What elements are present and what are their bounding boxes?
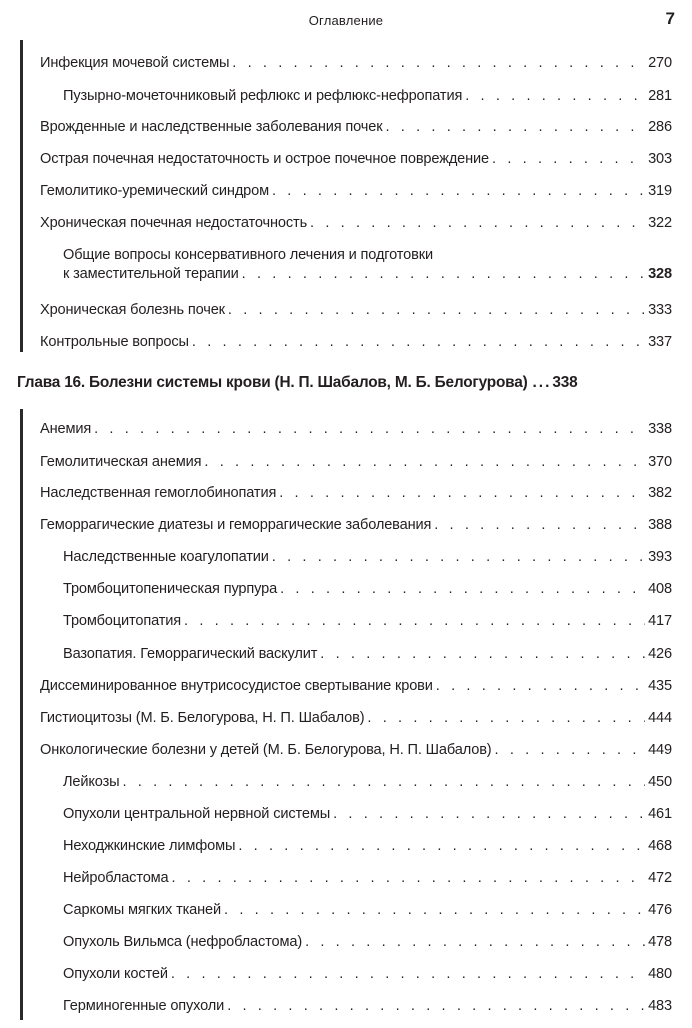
toc-entry[interactable] xyxy=(40,741,672,760)
toc-subentry[interactable] xyxy=(63,548,672,567)
toc-entry-page: 333 xyxy=(648,302,672,318)
toc-subentry[interactable] xyxy=(63,645,672,664)
dot-leader xyxy=(320,645,645,664)
toc-entry-page: 328 xyxy=(648,266,672,282)
toc-entry-page: 337 xyxy=(648,334,672,350)
toc-entry-title: Контрольные вопросы xyxy=(40,334,189,350)
dot-leader xyxy=(333,805,645,824)
dot-leader xyxy=(242,265,645,284)
toc-entry-page: 476 xyxy=(648,902,672,918)
dot-leader xyxy=(434,516,645,535)
toc-entry-page: 449 xyxy=(648,742,672,758)
toc-entry-page: 393 xyxy=(648,549,672,565)
toc-entry-title: Опухоли центральной нервной системы xyxy=(63,806,331,822)
dot-leader xyxy=(367,709,645,728)
toc-entry-title: Наследственная гемоглобинопатия xyxy=(40,485,277,501)
toc-subentry[interactable] xyxy=(63,773,672,792)
toc-entry-title: Опухоли костей xyxy=(63,966,168,982)
page-header xyxy=(0,0,692,40)
toc-entry-page: 270 xyxy=(648,55,672,71)
toc-entry-title: Тромбоцитопатия xyxy=(63,613,182,629)
toc-entry-title: Вазопатия. Геморрагический васкулит xyxy=(63,646,318,662)
toc-entry-page: 444 xyxy=(648,710,672,726)
section-rule-blood xyxy=(20,409,23,1020)
dot-leader xyxy=(224,901,645,920)
dot-leader xyxy=(172,869,646,888)
toc-entry-title: Онкологические болезни у детей (М. Б. Белогурова, Н. П. Шабалов) xyxy=(40,742,492,758)
toc-entry-page: 281 xyxy=(648,88,672,104)
dot-leader xyxy=(492,150,645,169)
dot-leader xyxy=(232,54,645,73)
dot-leader xyxy=(192,333,645,352)
chapter-leader: ... xyxy=(532,374,552,391)
toc-entry-title: Гемолитико-уремический синдром xyxy=(40,183,269,199)
dot-leader xyxy=(184,612,645,631)
toc-entry-page: 435 xyxy=(648,678,672,694)
dot-leader xyxy=(228,301,645,320)
toc-entry-page: 322 xyxy=(648,215,672,231)
toc-entry[interactable] xyxy=(40,182,672,201)
dot-leader xyxy=(305,933,645,952)
toc-entry-title: Неходжкинские лимфомы xyxy=(63,838,236,854)
dot-leader xyxy=(272,182,645,201)
toc-subentry-multiline[interactable] xyxy=(63,246,672,284)
toc-entry[interactable] xyxy=(40,333,672,352)
toc-entry-title: Нейробластома xyxy=(63,870,169,886)
toc-entry[interactable] xyxy=(40,150,672,169)
toc-entry-title: Гемолитическая анемия xyxy=(40,454,202,470)
dot-leader xyxy=(310,214,645,233)
toc-entry-page: 417 xyxy=(648,613,672,629)
toc-entry[interactable] xyxy=(40,420,672,439)
toc-entry-title: Геморрагические диатезы и геморрагические заболевания xyxy=(40,517,432,533)
toc-subentry[interactable] xyxy=(63,965,672,984)
toc-entry-title: Врожденные и наследственные заболевания почек xyxy=(40,119,383,135)
toc-entry[interactable] xyxy=(40,214,672,233)
toc-entry[interactable] xyxy=(40,484,672,503)
dot-leader xyxy=(171,965,645,984)
dot-leader xyxy=(94,420,645,439)
toc-entry[interactable] xyxy=(40,709,672,728)
dot-leader xyxy=(238,837,645,856)
toc-entry-page: 388 xyxy=(648,517,672,533)
toc-entry[interactable] xyxy=(40,54,672,73)
toc-entry-title-line1: Общие вопросы консервативного лечения и подготовки xyxy=(63,247,433,263)
toc-entry-page: 319 xyxy=(648,183,672,199)
toc-entry-page: 468 xyxy=(648,838,672,854)
toc-entry-title: Герминогенные опухоли xyxy=(63,998,225,1014)
toc-entry-page: 483 xyxy=(648,998,672,1014)
toc-subentry[interactable] xyxy=(63,87,672,106)
toc-subentry[interactable] xyxy=(63,901,672,920)
toc-entry-page: 426 xyxy=(648,646,672,662)
dot-leader xyxy=(436,677,645,696)
toc-entry[interactable] xyxy=(40,301,672,320)
toc-subentry[interactable] xyxy=(63,580,672,599)
toc-entry-page: 370 xyxy=(648,454,672,470)
toc-entry-title: Острая почечная недостаточность и острое почечное повреждение xyxy=(40,151,490,167)
toc-subentry[interactable] xyxy=(63,869,672,888)
toc-entry-page: 286 xyxy=(648,119,672,135)
toc-entry-title: Саркомы мягких тканей xyxy=(63,902,222,918)
toc-entry-title: Тромбоцитопеническая пурпура xyxy=(63,581,278,597)
toc-entry[interactable] xyxy=(40,453,672,472)
toc-entry-title-line2: к заместительной терапии xyxy=(63,266,239,282)
toc-entry-page: 461 xyxy=(648,806,672,822)
dot-leader xyxy=(385,118,645,137)
toc-entry[interactable] xyxy=(40,118,672,137)
toc-entry-page: 303 xyxy=(648,151,672,167)
toc-entry-page: 338 xyxy=(648,421,672,437)
toc-entry-title: Хроническая почечная недостаточность xyxy=(40,215,308,231)
toc-entry-page: 382 xyxy=(648,485,672,501)
dot-leader xyxy=(122,773,645,792)
section-rule-kidney xyxy=(20,40,23,352)
dot-leader xyxy=(495,741,646,760)
toc-entry-title: Хроническая болезнь почек xyxy=(40,302,225,318)
toc-subentry[interactable] xyxy=(63,837,672,856)
dot-leader xyxy=(280,580,645,599)
dot-leader xyxy=(465,87,645,106)
page-number: 7 xyxy=(665,9,675,28)
toc-subentry[interactable] xyxy=(63,997,672,1016)
chapter-heading[interactable] xyxy=(17,373,672,393)
toc-entry-page: 480 xyxy=(648,966,672,982)
toc-entry-title: Опухоль Вильмса (нефробластома) xyxy=(63,934,303,950)
toc-entry-page: 478 xyxy=(648,934,672,950)
toc-entry-title: Диссеминированное внутрисосудистое свертывание крови xyxy=(40,678,433,694)
dot-leader xyxy=(204,453,645,472)
chapter-title: Глава 16. Болезни системы крови (Н. П. Шабалов, М. Б. Белогурова) xyxy=(17,374,528,391)
toc-entry-title: Анемия xyxy=(40,421,92,437)
toc-entry-title: Инфекция мочевой системы xyxy=(40,55,230,71)
chapter-page: 338 xyxy=(552,374,578,391)
toc-entry-page: 472 xyxy=(648,870,672,886)
toc-entry[interactable] xyxy=(40,516,672,535)
toc-subentry[interactable] xyxy=(63,612,672,631)
toc-entry-title: Наследственные коагулопатии xyxy=(63,549,269,565)
dot-leader xyxy=(279,484,645,503)
toc-entry-page: 450 xyxy=(648,774,672,790)
toc-subentry[interactable] xyxy=(63,805,672,824)
toc-entry-title: Пузырно-мочеточниковый рефлюкс и рефлюкс-нефропатия xyxy=(63,88,463,104)
running-title: Оглавление xyxy=(308,13,384,28)
toc-entry-page: 408 xyxy=(648,581,672,597)
toc-entry-title: Лейкозы xyxy=(63,774,120,790)
dot-leader xyxy=(272,548,645,567)
toc-subentry[interactable] xyxy=(63,933,672,952)
dot-leader xyxy=(227,997,645,1016)
toc-entry-title: Гистиоцитозы (М. Б. Белогурова, Н. П. Шабалов) xyxy=(40,710,365,726)
toc-entry[interactable] xyxy=(40,677,672,696)
